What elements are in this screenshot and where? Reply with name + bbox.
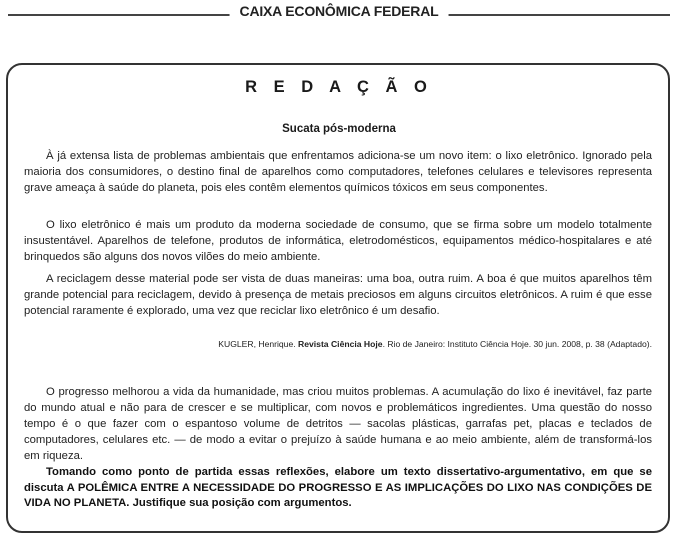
section-heading: R E D A Ç Ã O bbox=[245, 78, 433, 96]
reference-author: KUGLER, Henrique. bbox=[218, 339, 299, 349]
reference-source: Revista Ciência Hoje bbox=[298, 339, 383, 349]
header-title: CAIXA ECONÔMICA FEDERAL bbox=[230, 3, 449, 19]
bibliographic-reference bbox=[218, 339, 652, 349]
reference-details: . Rio de Janeiro: Instituto Ciência Hoje. 30 jun. 2008, p. 38 (Adaptado). bbox=[382, 339, 652, 349]
text-title: Sucata pós-moderna bbox=[282, 123, 396, 135]
essay-instruction: Tomando como ponto de partida essas reflexões, elabore um texto dissertativo-argumentativo, em que se discuta A POLÊMICA ENTRE A NECESSIDADE DO PROGRESSO E AS IMPLICAÇÕES DO LIXO NAS CONDIÇÕES DE VIDA NO PLANETA. Justifique sua posição com argumentos. bbox=[24, 466, 652, 509]
paragraph-3: A reciclagem desse material pode ser vista de duas maneiras: uma boa, outra ruim. A boa é que muitos aparelhos têm grande potencial para reciclagem, devido à presença de metais preciosos em alguns circuitos eletrônicos. A ruim é que esse potencial raramente é explorado, uma vez que reciclar lixo eletrônico é um desafio. bbox=[24, 273, 652, 317]
paragraph-1: À já extensa lista de problemas ambientais que enfrentamos adiciona-se um novo item: o lixo eletrônico. Ignorado pela maioria dos consumidores, o destino final de aparelhos como computadores, telefones celulares e televisores representa grave ameaça à saúde do planeta, pois eles contêm elementos químicos tóxicos em seus componentes. bbox=[24, 150, 652, 194]
page-header bbox=[0, 0, 678, 30]
context-paragraph: O progresso melhorou a vida da humanidade, mas criou muitos problemas. A acumulação do lixo é inevitável, faz parte do mundo atual e não para de crescer e se multiplicar, com novos e problemáticos ingredientes. Uma questão do nosso tempo é o que fazer com o espantoso volume de detritos — sacolas plásticas, garrafas pet, placas e teclados de computadores, celulares etc. — de modo a evitar o prejuízo à saúde humana e ao meio ambiente, além de transformá-los em riqueza. bbox=[24, 386, 652, 462]
paragraph-2: O lixo eletrônico é mais um produto da moderna sociedade de consumo, que se firma sobre um modelo totalmente insustentável. Aparelhos de telefone, produtos de informática, eletrodomésticos, equipamentos médico-hospitalares e até brinquedos são alguns dos novos vilões do meio ambiente. bbox=[24, 219, 652, 263]
